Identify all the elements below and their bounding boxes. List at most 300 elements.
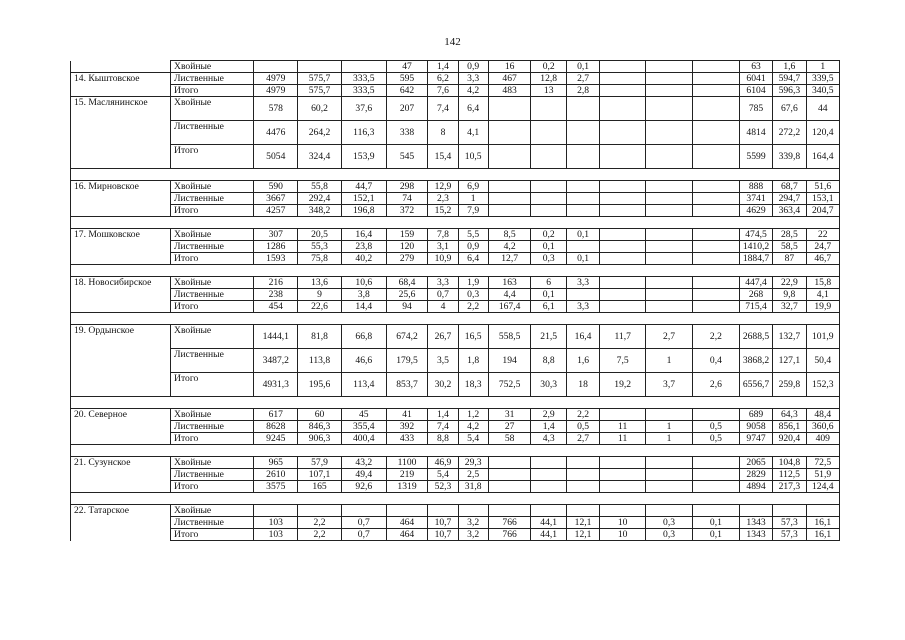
value-cell: 58,5 (773, 241, 806, 253)
value-cell (531, 505, 566, 517)
value-cell (531, 193, 566, 205)
spacer-cell (773, 493, 806, 505)
table-row (71, 181, 840, 193)
value-cell: 1100 (386, 457, 428, 469)
value-cell (254, 61, 298, 73)
value-cell: 617 (254, 409, 298, 421)
value-cell: 4931,3 (254, 373, 298, 397)
value-cell: 3,7 (646, 373, 693, 397)
value-cell: 30,2 (428, 373, 458, 397)
value-cell: 28,5 (773, 229, 806, 241)
table-row (71, 229, 840, 241)
spacer-cell (646, 445, 693, 457)
value-cell (692, 469, 739, 481)
value-cell (692, 241, 739, 253)
value-cell (341, 61, 386, 73)
region-cell (71, 289, 171, 301)
value-cell: 467 (488, 73, 531, 85)
value-cell: 2688,5 (739, 325, 772, 349)
value-cell: 0,3 (646, 517, 693, 529)
region-cell (71, 481, 171, 493)
spacer-cell (646, 265, 693, 277)
value-cell: 216 (254, 277, 298, 289)
value-cell (600, 229, 646, 241)
value-cell: 4894 (739, 481, 772, 493)
spacer-cell (254, 169, 298, 181)
value-cell: 159 (386, 229, 428, 241)
value-cell: 0,7 (341, 529, 386, 541)
value-cell: 60,2 (298, 97, 342, 121)
region-cell (71, 145, 171, 169)
region-cell (71, 193, 171, 205)
value-cell: 10,6 (341, 277, 386, 289)
value-cell (692, 61, 739, 73)
value-cell: 3,3 (428, 277, 458, 289)
spacer-cell (386, 445, 428, 457)
value-cell: 3868,2 (739, 349, 772, 373)
value-cell (531, 469, 566, 481)
spacer-cell (458, 493, 488, 505)
value-cell: 1 (806, 61, 839, 73)
value-cell: 207 (386, 97, 428, 121)
value-cell: 0,2 (531, 229, 566, 241)
value-cell: 104,8 (773, 457, 806, 469)
region-cell (71, 85, 171, 97)
spacer-cell (646, 313, 693, 325)
value-cell: 18 (566, 373, 599, 397)
value-cell: 57,9 (298, 457, 342, 469)
value-cell: 272,2 (773, 121, 806, 145)
spacer-cell (692, 493, 739, 505)
species-cell: Лиственные (171, 73, 254, 85)
spacer-cell (646, 493, 693, 505)
value-cell: 152,3 (806, 373, 839, 397)
table-row (71, 289, 840, 301)
value-cell: 1884,7 (739, 253, 772, 265)
value-cell: 2,7 (566, 433, 599, 445)
value-cell (488, 97, 531, 121)
value-cell: 8,8 (428, 433, 458, 445)
value-cell: 264,2 (298, 121, 342, 145)
table-row (71, 277, 840, 289)
spacer-cell (71, 313, 171, 325)
value-cell: 1 (646, 349, 693, 373)
value-cell (646, 481, 693, 493)
value-cell: 0,2 (531, 61, 566, 73)
value-cell: 81,8 (298, 325, 342, 349)
value-cell: 279 (386, 253, 428, 265)
value-cell (600, 181, 646, 193)
region-cell: 17. Мошковское (71, 229, 171, 241)
value-cell: 164,4 (806, 145, 839, 169)
value-cell: 339,8 (773, 145, 806, 169)
value-cell: 46,7 (806, 253, 839, 265)
value-cell: 0,9 (458, 241, 488, 253)
value-cell: 3,3 (566, 301, 599, 313)
table-row (71, 433, 840, 445)
value-cell (646, 457, 693, 469)
spacer-cell (739, 169, 772, 181)
spacer-cell (458, 265, 488, 277)
value-cell: 400,4 (341, 433, 386, 445)
spacer-cell (386, 313, 428, 325)
value-cell: 360,6 (806, 421, 839, 433)
spacer-cell (488, 313, 531, 325)
value-cell (488, 481, 531, 493)
spacer-cell (458, 313, 488, 325)
value-cell: 333,5 (341, 85, 386, 97)
value-cell (600, 61, 646, 73)
value-cell (646, 121, 693, 145)
spacer-cell (531, 265, 566, 277)
value-cell: 112,5 (773, 469, 806, 481)
table-row (71, 193, 840, 205)
species-cell: Итого (171, 253, 254, 265)
value-cell: 307 (254, 229, 298, 241)
spacer-cell (646, 217, 693, 229)
region-cell: 16. Мирновское (71, 181, 171, 193)
value-cell: 196,8 (341, 205, 386, 217)
value-cell: 575,7 (298, 73, 342, 85)
value-cell: 63 (739, 61, 772, 73)
spacer-cell (488, 169, 531, 181)
value-cell (600, 241, 646, 253)
spacer-cell (298, 265, 342, 277)
value-cell: 12,8 (531, 73, 566, 85)
value-cell: 298 (386, 181, 428, 193)
value-cell: 15,4 (428, 145, 458, 169)
value-cell: 292,4 (298, 193, 342, 205)
value-cell: 1,6 (566, 349, 599, 373)
spacer-cell (773, 397, 806, 409)
spacer-cell (341, 217, 386, 229)
value-cell: 1593 (254, 253, 298, 265)
value-cell: 1 (646, 421, 693, 433)
spacer-cell (692, 169, 739, 181)
region-cell (71, 241, 171, 253)
species-cell: Лиственные (171, 121, 254, 145)
spacer-cell (386, 217, 428, 229)
value-cell: 355,4 (341, 421, 386, 433)
value-cell: 2,9 (531, 409, 566, 421)
spacer-cell (171, 313, 254, 325)
value-cell: 1,4 (531, 421, 566, 433)
value-cell (566, 505, 599, 517)
value-cell: 1,8 (458, 349, 488, 373)
species-cell: Итого (171, 145, 254, 169)
value-cell: 43,2 (341, 457, 386, 469)
value-cell: 1,2 (458, 409, 488, 421)
spacer-cell (531, 169, 566, 181)
spacer-cell (531, 313, 566, 325)
value-cell (566, 97, 599, 121)
value-cell: 6,4 (458, 97, 488, 121)
value-cell: 6041 (739, 73, 772, 85)
value-cell: 23,8 (341, 241, 386, 253)
value-cell: 888 (739, 181, 772, 193)
value-cell: 46,6 (341, 349, 386, 373)
value-cell (600, 457, 646, 469)
value-cell (600, 121, 646, 145)
value-cell (600, 277, 646, 289)
value-cell: 340,5 (806, 85, 839, 97)
value-cell: 13,6 (298, 277, 342, 289)
value-cell (600, 289, 646, 301)
value-cell: 120 (386, 241, 428, 253)
region-cell (71, 301, 171, 313)
value-cell: 0,7 (428, 289, 458, 301)
value-cell: 25,6 (386, 289, 428, 301)
value-cell (692, 181, 739, 193)
value-cell (806, 505, 839, 517)
value-cell: 1319 (386, 481, 428, 493)
value-cell: 51,6 (806, 181, 839, 193)
value-cell (566, 241, 599, 253)
species-cell: Итого (171, 481, 254, 493)
table-row (71, 373, 840, 397)
value-cell: 333,5 (341, 73, 386, 85)
spacer-cell (298, 169, 342, 181)
value-cell: 1,4 (428, 409, 458, 421)
value-cell: 44 (806, 97, 839, 121)
value-cell (646, 193, 693, 205)
value-cell: 0,5 (566, 421, 599, 433)
value-cell: 392 (386, 421, 428, 433)
value-cell: 464 (386, 517, 428, 529)
spacer-cell (71, 169, 171, 181)
value-cell: 30,3 (531, 373, 566, 397)
value-cell: 8628 (254, 421, 298, 433)
value-cell: 3,2 (458, 529, 488, 541)
table-row (71, 349, 840, 373)
species-cell: Лиственные (171, 517, 254, 529)
value-cell: 113,4 (341, 373, 386, 397)
value-cell: 67,6 (773, 97, 806, 121)
spacer-cell (386, 169, 428, 181)
value-cell: 2,2 (298, 529, 342, 541)
value-cell: 68,4 (386, 277, 428, 289)
spacer-cell (428, 265, 458, 277)
table-row (71, 421, 840, 433)
table-row (71, 241, 840, 253)
value-cell: 348,2 (298, 205, 342, 217)
value-cell (488, 181, 531, 193)
value-cell: 0,9 (458, 61, 488, 73)
spacer-cell (600, 397, 646, 409)
value-cell (566, 205, 599, 217)
spacer-cell (428, 217, 458, 229)
value-cell: 10,5 (458, 145, 488, 169)
value-cell: 3575 (254, 481, 298, 493)
value-cell: 163 (488, 277, 531, 289)
value-cell: 9058 (739, 421, 772, 433)
value-cell: 545 (386, 145, 428, 169)
value-cell (566, 121, 599, 145)
spacer-cell (692, 265, 739, 277)
spacer-cell (71, 493, 171, 505)
value-cell: 5,4 (428, 469, 458, 481)
value-cell: 8,8 (531, 349, 566, 373)
spacer-cell (458, 445, 488, 457)
spacer-cell (566, 493, 599, 505)
spacer-cell (171, 493, 254, 505)
spacer-cell (488, 445, 531, 457)
value-cell: 596,3 (773, 85, 806, 97)
spacer-cell (428, 493, 458, 505)
spacer-cell (71, 217, 171, 229)
spacer-row (71, 445, 840, 457)
value-cell: 15,2 (428, 205, 458, 217)
spacer-cell (341, 493, 386, 505)
spacer-cell (488, 217, 531, 229)
value-cell: 55,3 (298, 241, 342, 253)
value-cell: 0,7 (341, 517, 386, 529)
spacer-cell (254, 397, 298, 409)
value-cell: 219 (386, 469, 428, 481)
value-cell: 595 (386, 73, 428, 85)
value-cell: 6556,7 (739, 373, 772, 397)
spacer-cell (566, 397, 599, 409)
value-cell (646, 181, 693, 193)
value-cell: 4,1 (458, 121, 488, 145)
spacer-cell (298, 313, 342, 325)
value-cell: 49,4 (341, 469, 386, 481)
value-cell (646, 469, 693, 481)
value-cell: 16,4 (341, 229, 386, 241)
value-cell: 906,3 (298, 433, 342, 445)
spacer-cell (566, 217, 599, 229)
table-row (71, 73, 840, 85)
spacer-cell (739, 265, 772, 277)
value-cell: 44,7 (341, 181, 386, 193)
value-cell: 594,7 (773, 73, 806, 85)
value-cell (386, 505, 428, 517)
spacer-cell (692, 313, 739, 325)
table-row (71, 145, 840, 169)
region-cell: 19. Ордынское (71, 325, 171, 349)
spacer-cell (773, 169, 806, 181)
value-cell: 44,1 (531, 529, 566, 541)
value-cell: 0,1 (692, 529, 739, 541)
value-cell (566, 457, 599, 469)
value-cell: 1,6 (773, 61, 806, 73)
species-cell: Хвойные (171, 97, 254, 121)
spacer-cell (739, 493, 772, 505)
value-cell: 7,6 (428, 85, 458, 97)
value-cell: 483 (488, 85, 531, 97)
value-cell: 16,5 (458, 325, 488, 349)
spacer-cell (171, 397, 254, 409)
value-cell: 578 (254, 97, 298, 121)
value-cell (600, 505, 646, 517)
value-cell: 179,5 (386, 349, 428, 373)
value-cell (254, 505, 298, 517)
value-cell: 6,2 (428, 73, 458, 85)
value-cell: 20,5 (298, 229, 342, 241)
spacer-cell (739, 397, 772, 409)
value-cell: 294,7 (773, 193, 806, 205)
value-cell (646, 241, 693, 253)
spacer-cell (458, 217, 488, 229)
value-cell: 16 (488, 61, 531, 73)
region-cell: 15. Маслянинское (71, 97, 171, 121)
spacer-cell (341, 397, 386, 409)
value-cell: 0,5 (692, 421, 739, 433)
value-cell (428, 505, 458, 517)
value-cell (739, 505, 772, 517)
value-cell (531, 97, 566, 121)
value-cell: 4 (428, 301, 458, 313)
value-cell: 0,3 (646, 529, 693, 541)
value-cell (646, 73, 693, 85)
value-cell: 689 (739, 409, 772, 421)
spacer-cell (71, 265, 171, 277)
value-cell: 0,3 (458, 289, 488, 301)
value-cell: 6,1 (531, 301, 566, 313)
spacer-cell (71, 445, 171, 457)
spacer-cell (428, 445, 458, 457)
value-cell (646, 85, 693, 97)
value-cell: 575,7 (298, 85, 342, 97)
spacer-cell (71, 397, 171, 409)
table-row (71, 85, 840, 97)
value-cell: 259,8 (773, 373, 806, 397)
value-cell: 4979 (254, 73, 298, 85)
value-cell: 103 (254, 517, 298, 529)
species-cell: Лиственные (171, 241, 254, 253)
value-cell (692, 253, 739, 265)
value-cell: 16,1 (806, 517, 839, 529)
value-cell (692, 145, 739, 169)
value-cell (692, 505, 739, 517)
page-number: 142 (444, 36, 461, 48)
value-cell (646, 505, 693, 517)
value-cell: 3,1 (428, 241, 458, 253)
table-row (71, 253, 840, 265)
value-cell (646, 277, 693, 289)
value-cell: 2,2 (458, 301, 488, 313)
table-row (71, 505, 840, 517)
value-cell: 5,5 (458, 229, 488, 241)
spacer-cell (386, 265, 428, 277)
value-cell (692, 85, 739, 97)
value-cell (531, 205, 566, 217)
value-cell (692, 289, 739, 301)
value-cell: 7,4 (428, 421, 458, 433)
value-cell: 12,9 (428, 181, 458, 193)
value-cell: 0,1 (566, 229, 599, 241)
table-row (71, 205, 840, 217)
spacer-cell (341, 313, 386, 325)
value-cell: 853,7 (386, 373, 428, 397)
value-cell (646, 61, 693, 73)
spacer-cell (692, 445, 739, 457)
value-cell (646, 145, 693, 169)
value-cell (692, 481, 739, 493)
value-cell: 1343 (739, 529, 772, 541)
species-cell: Хвойные (171, 409, 254, 421)
spacer-cell (531, 493, 566, 505)
value-cell: 0,1 (531, 289, 566, 301)
value-cell (600, 469, 646, 481)
value-cell: 6,9 (458, 181, 488, 193)
value-cell: 2,5 (458, 469, 488, 481)
value-cell: 0,4 (692, 349, 739, 373)
spacer-cell (600, 313, 646, 325)
value-cell: 238 (254, 289, 298, 301)
spacer-cell (773, 445, 806, 457)
value-cell (600, 97, 646, 121)
